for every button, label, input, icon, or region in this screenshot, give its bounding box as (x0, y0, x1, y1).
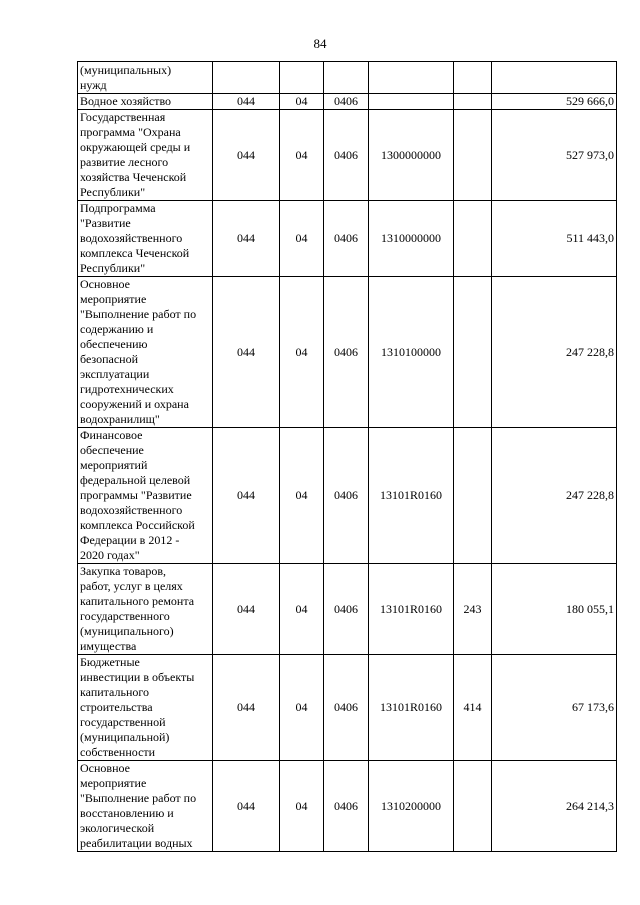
subsection-code: 0406 (324, 110, 369, 201)
target-code: 1300000000 (369, 110, 454, 201)
target-code: 1310000000 (369, 201, 454, 277)
row-name: Водное хозяйство (78, 94, 213, 110)
expense-type-code (454, 110, 492, 201)
ministry-code: 044 (213, 201, 280, 277)
row-name: Бюджетные инвестиции в объекты капитального строительства государственной (муниципальной) собственности (78, 655, 213, 761)
amount: 511 443,0 (492, 201, 617, 277)
expense-type-code (454, 761, 492, 852)
ministry-code: 044 (213, 761, 280, 852)
target-code: 1310200000 (369, 761, 454, 852)
subsection-code: 0406 (324, 94, 369, 110)
target-code (369, 94, 454, 110)
expense-type-code (454, 62, 492, 94)
page-number: 84 (313, 36, 327, 51)
subsection-code: 0406 (324, 761, 369, 852)
table-row (78, 564, 617, 655)
amount: 529 666,0 (492, 94, 617, 110)
subsection-code: 0406 (324, 655, 369, 761)
ministry-code: 044 (213, 655, 280, 761)
budget-table (77, 61, 617, 852)
expense-type-code: 243 (454, 564, 492, 655)
target-code: 13101R0160 (369, 564, 454, 655)
section-code: 04 (280, 655, 324, 761)
table-row (78, 201, 617, 277)
row-name: Основное мероприятие "Выполнение работ по восстановлению и экологической реабилитации водных (78, 761, 213, 852)
ministry-code (213, 62, 280, 94)
amount: 527 973,0 (492, 110, 617, 201)
subsection-code: 0406 (324, 428, 369, 564)
table-row (78, 761, 617, 852)
target-code: 13101R0160 (369, 428, 454, 564)
subsection-code (324, 62, 369, 94)
section-code: 04 (280, 428, 324, 564)
row-name: (муниципальных) нужд (78, 62, 213, 94)
row-name: Основное мероприятие "Выполнение работ по содержанию и обеспечению безопасной эксплуатации гидротехнических сооружений и охрана водохранилищ" (78, 277, 213, 428)
section-code: 04 (280, 110, 324, 201)
ministry-code: 044 (213, 110, 280, 201)
row-name: Подпрограмма "Развитие водохозяйственного комплекса Чеченской Республики" (78, 201, 213, 277)
row-name: Государственная программа "Охрана окружающей среды и развитие лесного хозяйства Чеченской Республики" (78, 110, 213, 201)
subsection-code: 0406 (324, 201, 369, 277)
expense-type-code (454, 428, 492, 564)
table-row (78, 110, 617, 201)
section-code: 04 (280, 201, 324, 277)
amount: 180 055,1 (492, 564, 617, 655)
expense-type-code (454, 201, 492, 277)
amount (492, 62, 617, 94)
target-code: 1310100000 (369, 277, 454, 428)
row-name: Финансовое обеспечение мероприятий федеральной целевой программы "Развитие водохозяйственного комплекса Российской Федерации в 2012 - 2020 годах" (78, 428, 213, 564)
section-code: 04 (280, 761, 324, 852)
expense-type-code (454, 94, 492, 110)
amount: 67 173,6 (492, 655, 617, 761)
section-code: 04 (280, 564, 324, 655)
ministry-code: 044 (213, 564, 280, 655)
table-row (78, 94, 617, 110)
row-name: Закупка товаров, работ, услуг в целях капитального ремонта государственного (муниципального) имущества (78, 564, 213, 655)
table-row (78, 277, 617, 428)
ministry-code: 044 (213, 428, 280, 564)
expense-type-code (454, 277, 492, 428)
subsection-code: 0406 (324, 277, 369, 428)
amount: 247 228,8 (492, 277, 617, 428)
amount: 264 214,3 (492, 761, 617, 852)
expense-type-code: 414 (454, 655, 492, 761)
table-row (78, 428, 617, 564)
target-code (369, 62, 454, 94)
subsection-code: 0406 (324, 564, 369, 655)
section-code: 04 (280, 277, 324, 428)
amount: 247 228,8 (492, 428, 617, 564)
ministry-code: 044 (213, 94, 280, 110)
section-code: 04 (280, 94, 324, 110)
ministry-code: 044 (213, 277, 280, 428)
table-row (78, 655, 617, 761)
target-code: 13101R0160 (369, 655, 454, 761)
table-row (78, 62, 617, 94)
section-code (280, 62, 324, 94)
